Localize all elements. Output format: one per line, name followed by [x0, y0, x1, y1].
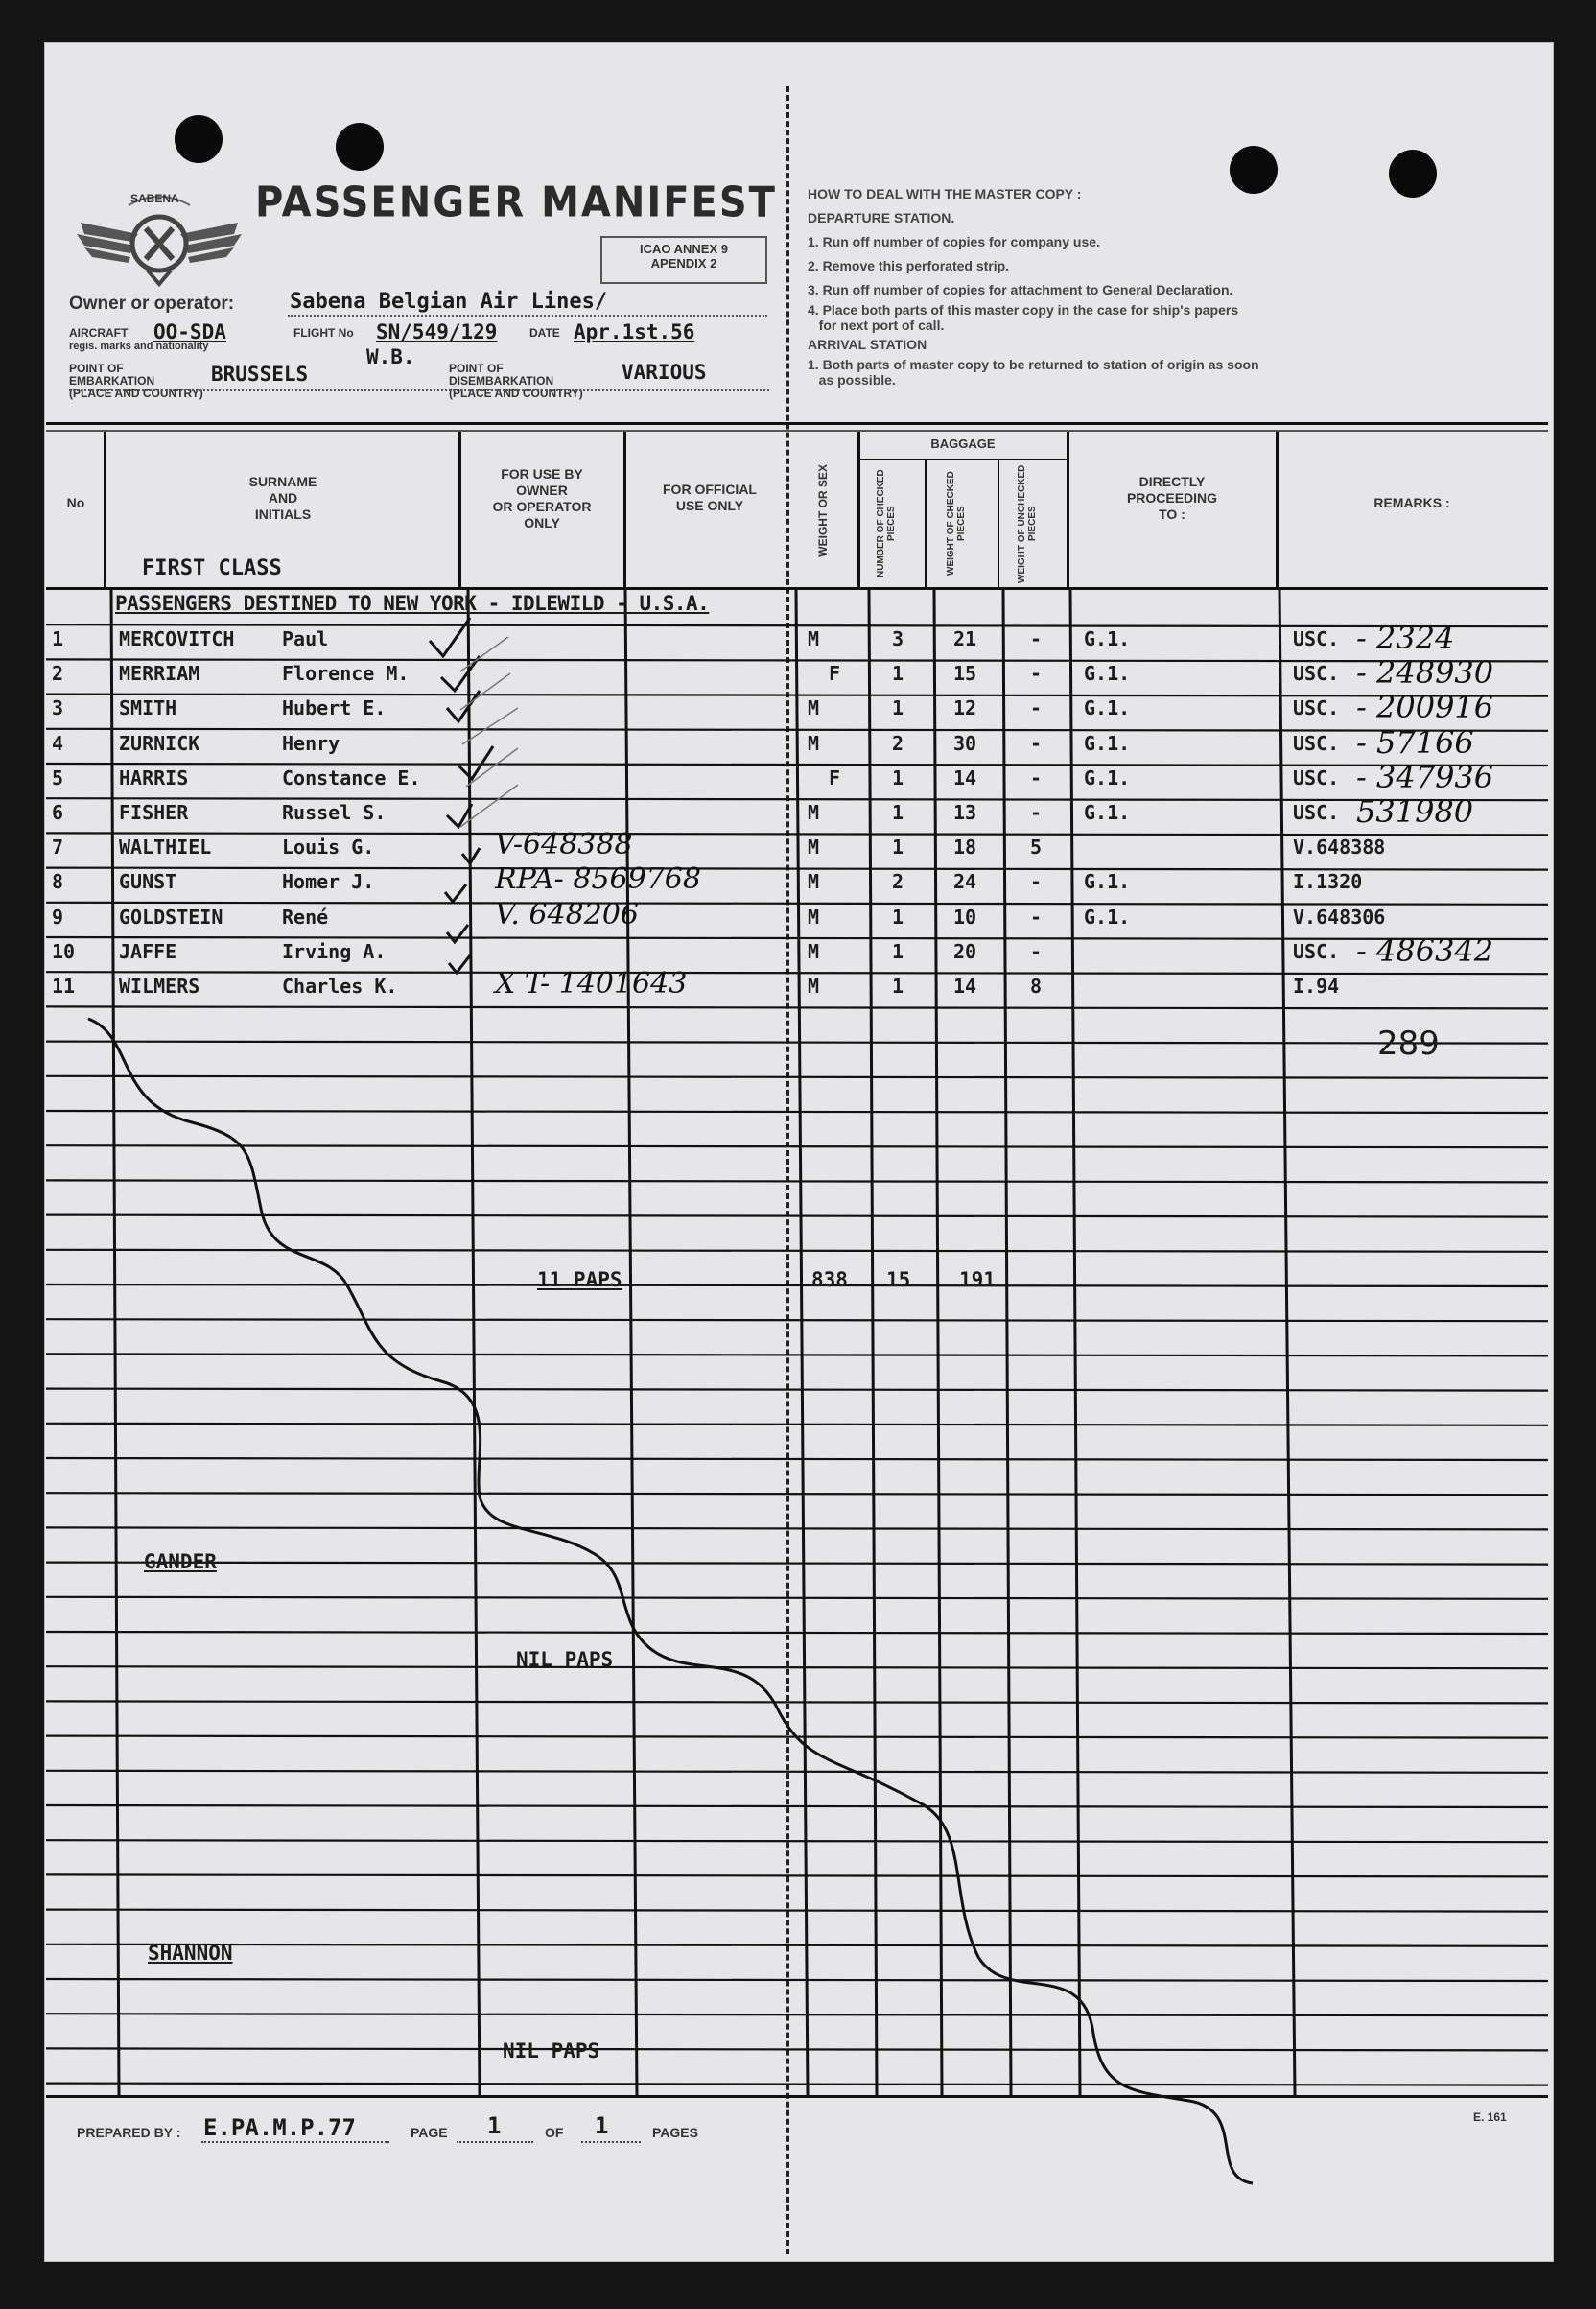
passenger-unchecked-weight: - [1030, 627, 1043, 650]
instructions-item: 4. Place both parts of this master copy in the case for ship's papers [808, 302, 1239, 318]
passenger-unchecked-weight: - [1030, 696, 1043, 720]
passenger-checked-weight: 24 [953, 870, 977, 894]
passenger-no: 9 [52, 905, 64, 929]
col-directly-line: DIRECTLY [1138, 474, 1206, 489]
first-class-label: FIRST CLASS [142, 556, 282, 580]
passenger-no: 8 [52, 870, 64, 894]
passenger-remark-typed: USC. [1293, 766, 1340, 789]
passenger-first-name: Charles K. [282, 975, 398, 998]
col-unchecked-weight-label: WEIGHT OF UNCHECKED PIECES [1017, 464, 1038, 583]
passenger-first-name: Hubert E. [282, 696, 387, 720]
passenger-remark-typed: USC. [1293, 801, 1340, 824]
passenger-remark-typed: USC. [1293, 696, 1340, 720]
passenger-unchecked-weight: - [1030, 731, 1043, 755]
passenger-no: 6 [52, 801, 64, 824]
disembarkation-value: VARIOUS [622, 361, 707, 384]
passenger-remark-hand: 531980 [1356, 793, 1474, 830]
passenger-first-name: Louis G. [282, 836, 375, 860]
embarkation-place: (PLACE AND COUNTRY) [69, 387, 203, 400]
passenger-sex: M [808, 801, 820, 824]
passenger-surname: JAFFE [119, 939, 177, 963]
passenger-checked-weight: 10 [953, 905, 977, 929]
col-checked-weight-label: WEIGHT OF CHECKED PIECES [946, 471, 967, 577]
passenger-sex: M [808, 939, 820, 963]
passenger-checked-weight: 14 [953, 975, 977, 998]
totals-weight: 838 [811, 1268, 848, 1291]
destination-line: PASSENGERS DESTINED TO NEW YORK - IDLEWILD - U.S.A. [115, 592, 710, 615]
passenger-owner-note: V. 648206 [495, 897, 640, 931]
form-number: E. 161 [1473, 2110, 1507, 2124]
passenger-directly-to: G.1. [1084, 870, 1131, 894]
passenger-sex: M [808, 870, 820, 894]
embarkation-value: BRUSSELS [211, 363, 309, 386]
passenger-checked-weight: 13 [953, 801, 977, 824]
passenger-no: 7 [52, 836, 64, 860]
passenger-surname: MERCOVITCH [119, 627, 235, 650]
passenger-remark-typed: USC. [1293, 662, 1340, 686]
passenger-no: 5 [52, 766, 64, 789]
passenger-unchecked-weight: - [1030, 939, 1043, 963]
passenger-checked-pieces: 1 [892, 696, 904, 720]
passenger-remark-hand: - 248930 [1356, 654, 1494, 692]
regis-label: regis. marks and nationality [69, 341, 209, 352]
passenger-unchecked-weight: - [1030, 662, 1043, 686]
gander-value: NIL PAPS [516, 1648, 614, 1671]
of-value: 1 [595, 2112, 609, 2139]
passenger-owner-note: V-648388 [495, 828, 633, 862]
embarkation-label-line2: EMBARKATION [69, 374, 155, 388]
shannon-label: SHANNON [148, 1942, 233, 1965]
passenger-checked-weight: 21 [953, 627, 977, 650]
passenger-checked-pieces: 1 [892, 939, 904, 963]
logo-text: SABENA [130, 192, 179, 205]
passenger-sex: F [829, 766, 841, 789]
flight-value: SN/549/129 [376, 320, 498, 343]
col-no-header: No [66, 495, 85, 510]
passenger-directly-to: G.1. [1084, 662, 1131, 686]
instructions-arrival-item: as possible. [808, 372, 896, 388]
passenger-unchecked-weight: 5 [1030, 836, 1043, 860]
passenger-first-name: Henry [282, 731, 340, 755]
col-weight-sex-label: WEIGHT OR SEX [815, 463, 830, 557]
col-surname-line: AND [268, 490, 298, 506]
passenger-checked-weight: 20 [953, 939, 977, 963]
passenger-first-name: Russel S. [282, 801, 387, 824]
date-label: DATE [529, 326, 560, 340]
passenger-remark-hand: - 2324 [1356, 620, 1455, 656]
passenger-checked-pieces: 2 [892, 870, 904, 894]
passenger-directly-to: G.1. [1084, 696, 1131, 720]
gander-label: GANDER [144, 1550, 217, 1573]
col-surname-line: SURNAME [248, 474, 317, 489]
passenger-checked-pieces: 2 [892, 731, 904, 755]
passenger-no: 10 [52, 939, 76, 963]
passenger-remark-hand: - 486342 [1356, 931, 1494, 969]
passenger-surname: GUNST [119, 870, 177, 894]
passenger-remark-typed: USC. [1293, 627, 1340, 650]
pages-label: PAGES [652, 2125, 698, 2140]
passenger-unchecked-weight: - [1030, 801, 1043, 824]
passenger-directly-to: G.1. [1084, 627, 1131, 650]
passenger-checked-pieces: 1 [892, 662, 904, 686]
passenger-remark-typed: I.1320 [1293, 870, 1363, 894]
passenger-checked-weight: 12 [953, 696, 977, 720]
passenger-remark-hand: - 57166 [1356, 723, 1474, 761]
col-directly-line: TO : [1159, 507, 1185, 522]
passenger-sex: M [808, 627, 820, 650]
col-baggage-header: BAGGAGE [930, 436, 996, 451]
passenger-surname: ZURNICK [119, 731, 200, 755]
passenger-sex: M [808, 975, 820, 998]
page-title: PASSENGER MANIFEST [255, 178, 777, 227]
totals-pieces: 15 [886, 1268, 911, 1291]
aircraft-label: AIRCRAFT [69, 326, 129, 340]
page-value: 1 [487, 2112, 502, 2139]
instructions-item: for next port of call. [808, 318, 945, 333]
passenger-checked-weight: 18 [953, 836, 977, 860]
totals-checked: 191 [959, 1268, 996, 1291]
col-remarks-header: REMARKS : [1373, 495, 1450, 510]
passenger-surname: MERRIAM [119, 662, 200, 686]
instructions-item: 3. Run off number of copies for attachment to General Declaration. [808, 282, 1233, 297]
passenger-checked-weight: 30 [953, 731, 977, 755]
passenger-first-name: René [282, 905, 329, 929]
passenger-sex: M [808, 836, 820, 860]
prepared-label: PREPARED BY : [77, 2125, 181, 2140]
col-official-line: FOR OFFICIAL [663, 482, 757, 497]
disembarkation-label-line1: POINT OF [449, 362, 504, 375]
instructions-title: HOW TO DEAL WITH THE MASTER COPY : [808, 186, 1082, 201]
col-owner-line: OR OPERATOR [492, 499, 592, 514]
col-owner-line: FOR USE BY [501, 466, 583, 482]
passenger-surname: WILMERS [119, 975, 200, 998]
passenger-no: 3 [52, 696, 64, 720]
passenger-checked-pieces: 1 [892, 766, 904, 789]
instructions-arrival-item: 1. Both parts of master copy to be returned to station of origin as soon [808, 357, 1259, 372]
page-label: PAGE [411, 2125, 448, 2140]
passenger-sex: M [808, 696, 820, 720]
passenger-no: 4 [52, 731, 64, 755]
col-owner-line: OWNER [516, 483, 568, 498]
disembarkation-label-line2: DISEMBARKATION [449, 374, 554, 388]
passenger-no: 2 [52, 662, 64, 686]
passenger-surname: GOLDSTEIN [119, 905, 223, 929]
disembarkation-place: (PLACE AND COUNTRY) [449, 387, 583, 400]
passenger-no: 11 [52, 975, 76, 998]
passenger-first-name: Constance E. [282, 766, 421, 789]
passenger-unchecked-weight: - [1030, 766, 1043, 789]
embarkation-label-line1: POINT OF [69, 362, 124, 375]
icao-annex: ICAO ANNEX 9 [640, 242, 728, 256]
passenger-unchecked-weight: 8 [1030, 975, 1043, 998]
passenger-remark-hand: - 347936 [1356, 758, 1494, 795]
passenger-directly-to: G.1. [1084, 801, 1131, 824]
passenger-unchecked-weight: - [1030, 870, 1043, 894]
passenger-checked-pieces: 1 [892, 975, 904, 998]
col-directly-line: PROCEEDING [1126, 490, 1218, 506]
shannon-value: NIL PAPS [503, 2039, 600, 2062]
icao-appendix: APENDIX 2 [650, 256, 717, 271]
passenger-checked-pieces: 1 [892, 905, 904, 929]
date-value: Apr.1st.56 [574, 320, 695, 343]
passenger-first-name: Homer J. [282, 870, 375, 894]
passenger-no: 1 [52, 627, 64, 650]
passenger-surname: WALTHIEL [119, 836, 212, 860]
col-checked-pieces-label: NUMBER OF CHECKED PIECES [876, 469, 897, 578]
instructions-item: 1. Run off number of copies for company use. [808, 234, 1100, 249]
passenger-surname: HARRIS [119, 766, 189, 789]
flight-label: FLIGHT No [293, 326, 354, 340]
passenger-surname: FISHER [119, 801, 189, 824]
passenger-checked-weight: 15 [953, 662, 977, 686]
col-official-line: USE ONLY [675, 498, 744, 513]
passenger-surname: SMITH [119, 696, 177, 720]
passenger-remark-typed: V.648388 [1293, 836, 1386, 860]
passenger-checked-weight: 14 [953, 766, 977, 789]
passenger-owner-note: RPA- 8569768 [495, 862, 701, 897]
passenger-first-name: Florence M. [282, 662, 410, 686]
col-owner-line: ONLY [524, 515, 560, 530]
passenger-first-name: Paul [282, 627, 329, 650]
passenger-owner-note: X T- 1401643 [495, 967, 688, 1001]
passenger-sex: M [808, 731, 820, 755]
owner-value: Sabena Belgian Air Lines/ [290, 290, 608, 314]
passenger-remark-typed: V.648306 [1293, 905, 1386, 929]
passenger-directly-to: G.1. [1084, 905, 1131, 929]
passenger-directly-to: G.1. [1084, 731, 1131, 755]
passenger-checked-pieces: 1 [892, 836, 904, 860]
instructions-departure: DEPARTURE STATION. [808, 210, 955, 225]
aircraft-value: OO-SDA [153, 320, 226, 343]
passenger-checked-pieces: 3 [892, 627, 904, 650]
totals-label: 11 PAPS [537, 1268, 622, 1291]
passenger-checked-pieces: 1 [892, 801, 904, 824]
instructions-arrival: ARRIVAL STATION [808, 337, 927, 352]
passenger-unchecked-weight: - [1030, 905, 1043, 929]
passenger-directly-to: G.1. [1084, 766, 1131, 789]
of-label: OF [545, 2125, 564, 2140]
embarkation-extra: W.B. [366, 345, 415, 368]
passenger-remark-typed: I.94 [1293, 975, 1340, 998]
col-surname-line: INITIALS [254, 507, 312, 522]
passenger-remark-typed: USC. [1293, 731, 1340, 755]
passenger-first-name: Irving A. [282, 939, 387, 963]
passenger-sex: M [808, 905, 820, 929]
passenger-sex: F [829, 662, 841, 686]
passenger-remark-hand: - 200916 [1356, 689, 1494, 726]
remarks-extra: 289 [1377, 1025, 1440, 1063]
instructions-item: 2. Remove this perforated strip. [808, 258, 1010, 273]
passenger-remark-typed: USC. [1293, 939, 1340, 963]
owner-label: Owner or operator: [69, 294, 235, 314]
prepared-value: E.PA.M.P.77 [203, 2114, 356, 2141]
